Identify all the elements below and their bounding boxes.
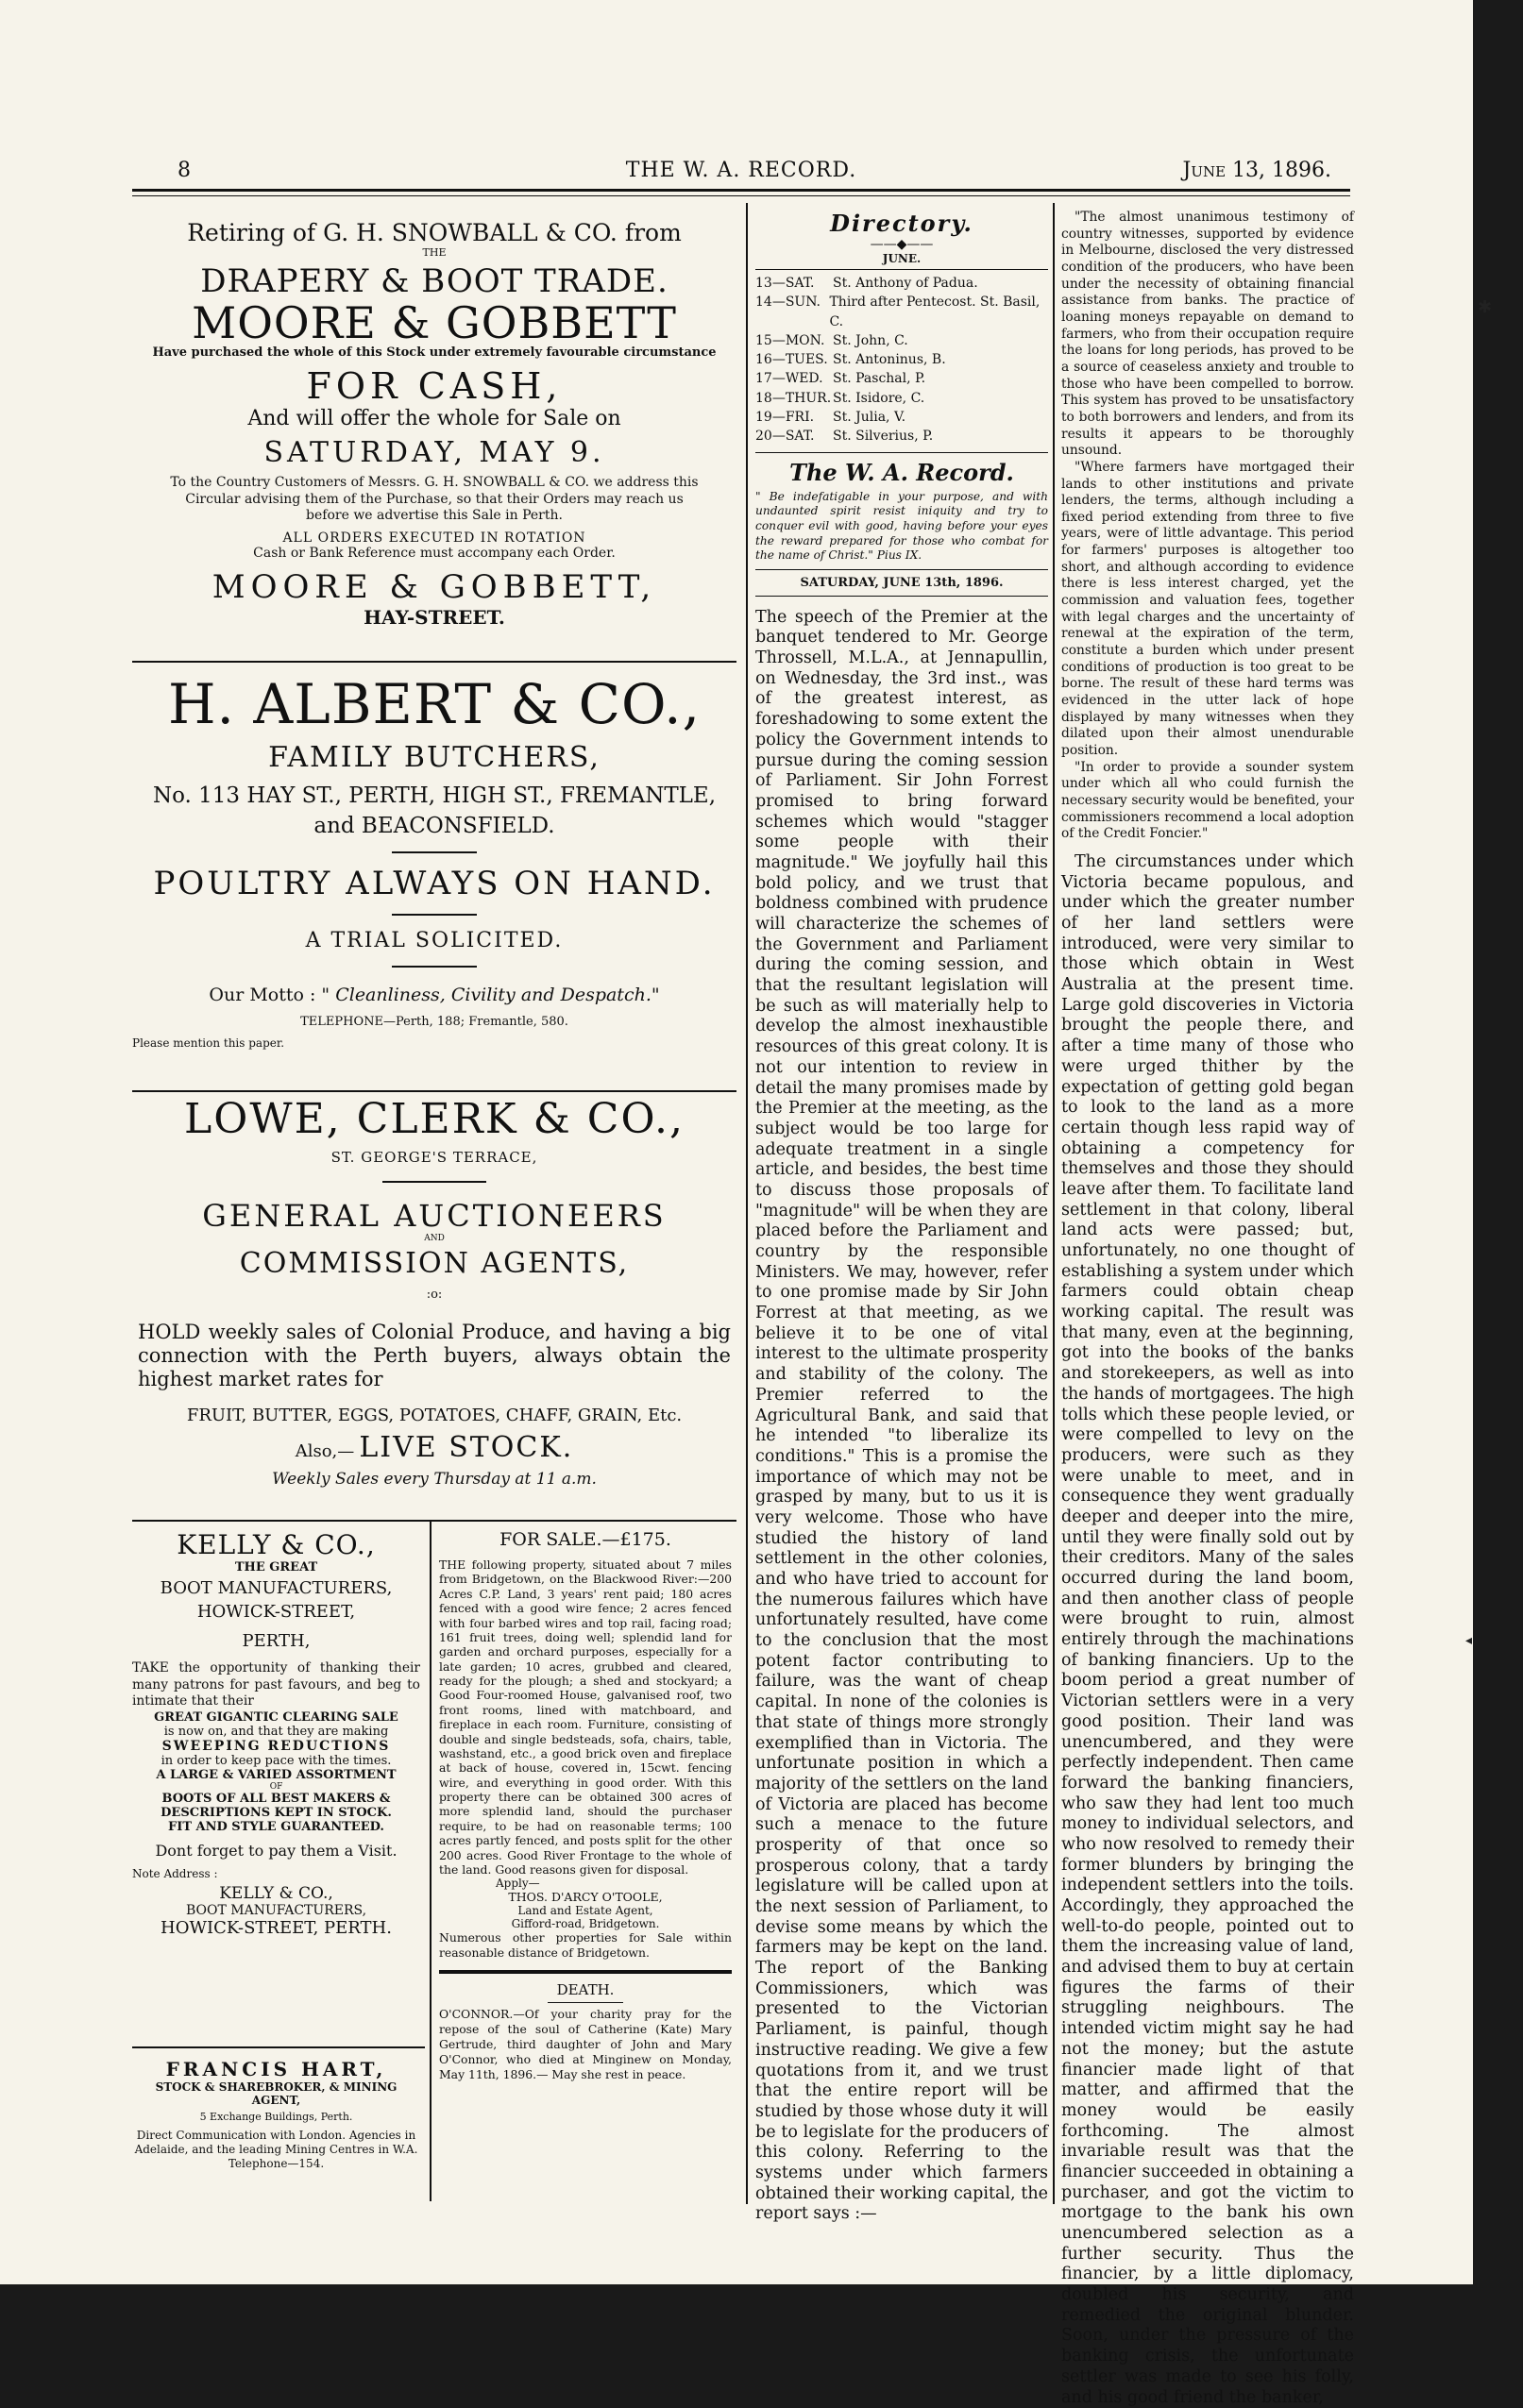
motto-label: Our Motto : [209,984,316,1005]
page-number: 8 [178,159,191,182]
purchased-line: Have purchased the whole of this Stock under extremely favourable circumstance [152,345,717,361]
live-stock: LIVE STOCK. [359,1430,574,1464]
albert-ad [132,672,736,1050]
kelly-fit: FIT AND STYLE GUARANTEED. [168,1819,384,1834]
the-label: THE [422,246,447,259]
agent-name: THOS. D'ARCY O'TOOLE, [508,1890,663,1905]
lowe-address: ST. GEORGE'S TERRACE, [330,1149,538,1166]
short-rule [392,851,477,853]
ornament: ——◆—— [870,237,934,252]
header-rule [132,189,1350,192]
albert-address: No. 113 HAY ST., PERTH, HIGH ST., FREMANTLE, [152,783,717,808]
francis-trade: STOCK & SHAREBROKER, & MINING AGENT, [155,2080,398,2107]
hold-text: HOLD weekly sales of Colonial Produce, and having a big connection with the Perth buyers, always obtain the highest market rates for [138,1321,731,1391]
directory-day: 20—SAT. [755,429,815,445]
record-date: SATURDAY, JUNE 13th, 1896. [800,575,1004,590]
lowe-clerk-ad [132,1095,736,1489]
numerous-text: Numerous other properties for Sale within reasonable distance of Bridgetown. [439,1930,732,1961]
ad-divider [132,1090,736,1092]
general-auctioneers: GENERAL AUCTIONEERS [202,1198,667,1234]
mention-line: Please mention this paper. [132,1036,285,1050]
short-rule [548,2002,623,2003]
directory-column [755,210,1048,2225]
albert-trade: FAMILY BUTCHERS, [268,740,601,774]
kelly-sweeping: SWEEPING REDUCTIONS [161,1738,391,1754]
issue-date: June 13, 1896. [1182,159,1331,182]
commission-agents: COMMISSION AGENTS, [239,1247,630,1280]
weekly-sales: Weekly Sales every Thursday at 11 a.m. [272,1469,597,1489]
directory-saint: Third after Pentecost. St. Basil, C. [829,295,1041,329]
thin-rule [755,269,1048,270]
kelly-street: HOWICK-STREET, [196,1602,356,1622]
kelly-gigantic: GREAT GIGANTIC CLEARING SALE [154,1709,398,1725]
francis-name: FRANCIS HART, [165,2058,387,2080]
albert-name: H. ALBERT & CO., [167,672,702,736]
record-motto: " Be indefatigable in your purpose, and with undaunted spirit resist iniquity and try to conquer evil with good, having before your eyes the reward prepared for those who combat for the name of Christ." Pius IX. [755,489,1048,563]
commission-quote-1: "The almost unanimous testimony of country witnesses, supported by evidence in Melbourne, disclosed the very distressed condition of the producers, who have been under the necessity of obtaining financial assistance from banks. The practice of loaning moneys repayable on demand to farmers, who from their occupation require the loans for long periods, has proved to be a source of ceaseless anxiety and trouble to those who have been compelled to borrow. This system has proved to be unsatisfactory to both borrowers and lenders, and from its results it appears to be thoroughly unsound. [1061,210,1354,459]
editorial-column-3 [1061,210,1354,2408]
kelly-take: TAKE the opportunity of thanking their many patrons for past favours, and beg to intimate that their [132,1660,420,1709]
kelly-assortment: A LARGE & VARIED ASSORTMENT [156,1767,397,1782]
column-rule [1053,203,1055,2204]
ad-divider [132,661,736,663]
trade-heading: DRAPERY & BOOT TRADE. [200,262,668,300]
editorial-column-2: The speech of the Premier at the banquet tendered to Mr. George Throssell, M.L.A., at Jennapullin, on Wednesday, the 3rd inst., was of the greatest interest, as foreshadowing to some extent the policy the Government intends to pursue during the coming session of Parliament. Sir John Forrest promised to bring forward schemes which would "stagger some people with their magnitude." We joyfully hail this bold policy, and we trust that boldness combined with prudence will characterize the schemes of the Government and Parliament during the coming session, and that the resultant legislation will be such as will materially help to develop the almost inexhaustible resources of this great colony. It is not our intention to review in detail the many promises made by the Premier at the meeting, as the subject would be too large for adequate treatment in a single article, and besides, the best time to discuss those proposals of "magnitude" will be when they are placed before the Parliament and country by the responsible Ministers. We may, however, refer to one promise made by Sir John Forrest at that meeting, as we believe it to be one of vital interest to the ultimate prosperity and stability of the colony. The Premier referred to the Agricultural Bank, and said that he intended "to liberalize its conditions." This is a promise the importance of which may not be grasped by many, but to us it is very welcome. Those who have studied the history of land settlement in the other colonies, and who have tried to account for the numerous failures which have unfortunately resulted, have come to the conclusion that the most potent factor contributing to failure, was the want of cheap capital. In none of the colonies is that state of things more strongly exemplified than in Victoria. The unfortunate position in which a majority of the settlers on the land of Victoria are placed has become such a menace to the future prosperity of that once so prosperous colony, that a tardy legislature will be called upon at the next session of Parliament, to devise some means by which the farmers may be kept on the land. The report of the Banking Commissioners, which was presented to the Victorian Parliament, is painful, though instructive reading. We give a few quotations from it, and we trust that the entire report will be studied by those whose duty it will be to legislate for the producers of this colony. Referring to the systems under which farmers obtained their working capital, the report says :— [755,607,1048,2224]
short-rule [392,914,477,916]
albert-address-2: and BEACONSFIELD. [313,813,555,838]
short-rule [392,966,477,968]
ad-divider [132,1520,736,1522]
directory-entry [755,293,1048,331]
short-rule [382,1181,486,1183]
directory-entry [755,350,1048,369]
section-rule [439,1970,732,1974]
lowe-name: LOWE, CLERK & CO., [184,1095,685,1143]
record-masthead: The W. A. Record. [789,458,1014,486]
kelly-name: KELLY & CO., [177,1529,376,1560]
column-rule [746,203,748,2204]
orders-line: ALL ORDERS EXECUTED IN ROTATION [282,530,586,546]
death-title: DEATH. [556,1981,615,1998]
trial-line: A TRIAL SOLICITED. [305,928,564,952]
directory-month: JUNE. [882,252,922,265]
kelly-of: OF [269,1781,283,1792]
sale-date: SATURDAY, MAY 9. [263,436,605,470]
motto-text: " Cleanliness, Civility and Despatch." [321,984,660,1005]
kelly-the-great: THE GREAT [234,1560,318,1574]
francis-hart-ad [132,2058,420,2171]
directory-day: 13—SAT. [755,276,815,291]
directory-saint: St. Anthony of Padua. [833,276,978,291]
edge-mark: ◂ [1465,1633,1473,1648]
for-sale-ad [439,1529,732,2081]
editorial-body-3: The circumstances under which Victoria became populous, and under which the greater number of her land settlers were introduced, were very similar to those which obtain in West Australia at the present time. Large gold discoveries in Victoria brought the people there, and after a time many of those who were urged thither by the expectation of getting gold began to look to the land as a more certain though less rapid way of obtaining a competency for themselves and those they should leave after them. To facilitate land settlement in that colony, liberal land acts were passed; but, unfortunately, no one thought of establishing a system under which farmers could obtain cheap working capital. The result was that many, even at the beginning, got into the books of the banks and storekeepers, as well as into the hands of mortgagees. The high tolls which these people levied, or were compelled to levy on the producers, were such as they were unable to meet, and in consequence they went gradually deeper and deeper into the mire, until they were finally sold out by their creditors. Many of the sales occurred during the land boom, and then another class of people were brought to ruin, almost entirely through the machinations of banking financiers. Up to the boom period a great number of Victorian settlers were in a very good position. Their land was unencumbered, and they were perfectly independent. Then came forward the banking financiers, who saw they had lent too much money to individual selectors, and who now resolved to remedy their former blunders by bringing the independent settlers into the toils. Accordingly, they approached the well-to-do people, pointed out to them the increasing value of land, and advised them to buy at certain figures the farms of their struggling neighbours. The intended victim might say he had not the money; but the astute financier made light of that matter, and affirmed that the money would be easily forthcoming. The almost invariable result was that the financier succeeded in obtaining a purchaser, and got the victim to mortgage to the bank his own unencumbered selection as a further security. Thus the financier, by a little diplomacy, doubled his security, and remedied the original blunder. Soon, under the pressure of the banking crisis, the unfortunate settler was made to see his folly, and his good friend the banker, [1061,851,1354,2407]
and-label: AND [424,1234,445,1243]
commission-quote-2: "Where farmers have mortgaged their lands to other institutions and private lenders, the terms, although including a fixed period extending from three to five years, were of little advantage. This period for farmers' purposes is altogether too short, and although according to evidence there is less interest charged, yet the commission and valuation fees, together with legal charges and the uncertainty of renewal at the expiration of the term, constitute a burden which under present conditions of production is too great to be borne. The result of these hard terms was evidenced in the utter lack of hope displayed by many witnesses when they dilated upon their almost unendurable position. [1061,459,1354,758]
directory-day: 15—MON. [755,332,825,348]
kelly-now-on: is now on, and that they are making [163,1724,389,1739]
for-cash: FOR CASH, [306,365,563,408]
kelly-boot: BOOT MANUFACTURERS, [160,1578,393,1598]
directory-entry [755,274,1048,293]
offer-line: And will offer the whole for Sale on [247,407,621,431]
kelly-city: PERTH, [242,1631,311,1651]
circular-text: To the Country Customers of Messrs. G. H. SNOWBALL & CO. we address this Circular advising them of the Purchase, so that their Orders may reach us before we advertise this Sale in Perth. [170,475,699,524]
commission-quote-3: "In order to provide a sounder system under which all who could furnish the necessary security would be benefited, your commissioners recommend a local adoption of the Credit Foncier." [1061,759,1354,842]
retiring-line: Retiring of G. H. SNOWBALL & CO. from [187,219,682,246]
directory-entry [755,427,1048,446]
divider-glyph: :o: [426,1288,443,1302]
kelly-in-order: in order to keep pace with the times. [161,1753,392,1768]
death-text: O'CONNOR.—Of your charity pray for the repose of the soul of Catherine (Kate) Mary Gertrude, third daughter of John and Mary O'Connor, who died at Minginew on Monday, May 11th, 1896.— May she rest in peace. [439,2007,732,2081]
francis-text: Direct Communication with London. Agencies in Adelaide, and the leading Mining Centres in W.A. Telephone—154. [134,2129,418,2170]
thin-rule [755,569,1048,570]
edge-mark: ✱ [1478,297,1493,317]
live-stock-line [132,1431,736,1464]
kelly-street-2: HOWICK-STREET, PERTH. [161,1917,392,1938]
directory-day: 19—FRI. [755,410,815,426]
agent-title: Land and Estate Agent, [517,1904,653,1918]
header-rule-thin [132,195,1350,196]
directory-title: Directory. [830,210,973,237]
kelly-name-2: KELLY & CO., [219,1883,333,1903]
directory-saint: St. Julia, V. [833,410,906,426]
directory-day: 14—SUN. [755,295,821,311]
thin-rule [755,596,1048,597]
motto-line [132,985,736,1005]
directory-entry [755,369,1048,388]
also-label: Also,— [295,1440,355,1461]
moore-gobbett-ad [132,210,736,629]
apply-label: Apply— [496,1877,540,1891]
directory-day: 18—THUR. [755,390,832,406]
agent-address: Gifford-road, Bridgetown. [511,1917,660,1931]
directory-saint: St. Silverius, P. [833,429,934,445]
for-sale-text: THE following property, situated about 7 miles from Bridgetown, on the Blackwood River:—200 Acres C.P. Land, 3 years' rent paid; 180 acres fenced with a good wire fence; 2 acres fenced with four barbed wires and top rail, facing road; 161 fruit trees, doing well; splendid land for garden and orchard purposes, especially for a late garden; 10 acres, grubbed and cleared, ready for the plough; a shed and stockyard; a Good Four-roomed House, galvanised roof, two front rooms, lined with matchboard, and fireplace in each room. Furniture, consisting of double and single bedsteads, sofa, chairs, table, washstand, etc., a good brick oven and fireplace at back of house, covered in, 15cwt. fencing wire, and everything in good order. With this property there can be obtained 300 acres of more splendid land, should the purchaser require, to be had on reasonable terms; 100 acres partly fenced, and posts split for the other 200 acres. Good River Frontage to the whole of the land. Good reasons given for disposal. [439,1558,732,1877]
produce-line: FRUIT, BUTTER, EGGS, POTATOES, CHAFF, GRAIN, Etc. [186,1405,683,1425]
directory-saint: St. Paschal, P. [833,371,926,387]
francis-address: 5 Exchange Buildings, Perth. [199,2111,353,2123]
for-sale-title: FOR SALE.—£175. [499,1529,671,1550]
directory-entry [755,389,1048,408]
firm-name: MOORE & GOBBETT [192,297,677,348]
paper-title: THE W. A. RECORD. [625,159,857,182]
directory-day: 16—TUES. [755,352,828,368]
reference-line: Cash or Bank Reference must accompany each Order. [253,545,616,561]
directory-saint: St. Antoninus, B. [833,352,946,368]
directory-day: 17—WED. [755,371,823,387]
kelly-boot-2: BOOT MANUFACTURERS, [185,1902,367,1918]
telephone-line: TELEPHONE—Perth, 188; Fremantle, 580. [300,1014,568,1029]
kelly-visit: Dont forget to pay them a Visit. [155,1841,398,1860]
street-line: HAY-STREET. [364,605,505,629]
directory-saint: St. Isidore, C. [833,390,925,406]
poultry-line: POULTRY ALWAYS ON HAND. [153,864,716,902]
directory-saint: St. John, C. [833,332,908,348]
kelly-ad [132,1529,420,1938]
page-header [132,151,1350,189]
kelly-note: Note Address : [132,1866,218,1880]
ad-divider [132,2046,425,2048]
directory-list [755,274,1048,446]
thin-rule [755,452,1048,453]
kelly-boots: BOOTS OF ALL BEST MAKERS & DESCRIPTIONS KEPT IN STOCK. [161,1791,392,1820]
inner-column-rule [430,1522,432,2201]
directory-entry [755,331,1048,350]
directory-entry [755,408,1048,427]
firm-name-2: MOORE & GOBBETT, [212,567,657,606]
